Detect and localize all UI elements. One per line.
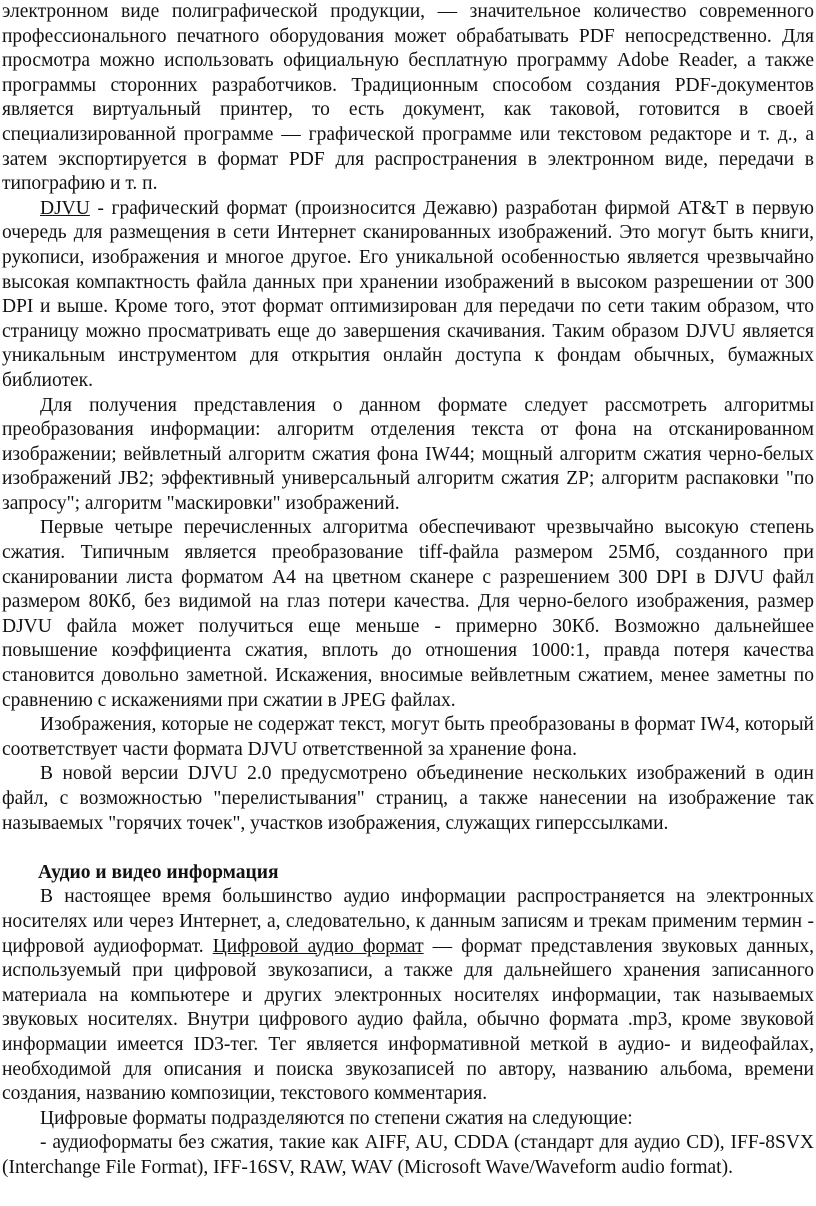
paragraph-pdf-continuation: электронном виде полиграфической продукции, — значительное количество современного профессионального печатного оборудования может обрабатывать PDF непосредственно. Для просмотра можно использовать официальную бесплатную программу Adobe Reader, а также программы сторонних разработчиков. Традиционным способом создания PDF-документов является виртуальный принтер, то есть документ, как таковой, готовится в своей специализированной программе — графической программе или текстовом редакторе и т. д., а затем экспортируется в формат PDF для распространения в электронном виде, передачи в типографию и т. п. bbox=[2, 1, 814, 195]
djvu-term-link[interactable]: DJVU bbox=[40, 197, 90, 219]
djvu-definition-text: - графический формат (произносится Дежавю) разработан фирмой AT&T в первую очередь для размещения в сети Интернет сканированных изображений. Это могут быть книги, рукописи, изображения и многое другое. Его уникальной особенностью является чрезвычайно высокая компактность файла данных при хранении изображений в высоком разрешении от 300 DPI и выше. Кроме того, этот формат оптимизирован для передачи по сети таким образом, что страницу можно просматривать еще до завершения скачивания. Таким образом DJVU является уникальным инструментом для открытия онлайн доступа к фондам обычных, бумажных библиотек. bbox=[2, 197, 814, 391]
paragraph-formats-classification: Цифровые форматы подразделяются по степени сжатия на следующие: bbox=[40, 1107, 633, 1129]
paragraph-djvu-algorithms: Для получения представления о данном формате следует рассмотреть алгоритмы преобразования информации: алгоритм отделения текста от фона на отсканированном изображении; вейвлетный алгоритм сжатия фона IW44; мощный алгоритм сжатия черно-белых изображений JB2; эффективный универсальный алгоритм сжатия ZP; алгоритм распаковки "по запросу"; алгоритм "маскировки" изображений. bbox=[2, 394, 814, 514]
paragraph-iw4-format: Изображения, которые не содержат текст, могут быть преобразованы в формат IW4, который соответствует части формата DJVU ответственной за хранение фона. bbox=[2, 714, 814, 760]
digital-audio-format-term-link[interactable]: Цифровой аудио формат bbox=[212, 935, 424, 957]
document-body bbox=[2, 0, 814, 1181]
paragraph-audio-intro bbox=[2, 885, 814, 1106]
paragraph-djvu-definition bbox=[2, 197, 814, 394]
audio-intro-text: В настоящее время большинство аудио информации распространяется на электронных носителях или через Интернет, а, следовательно, к данным записям и трекам применим термин - цифровой аудиоформат. bbox=[2, 886, 814, 957]
list-item-uncompressed-formats: - аудиоформаты без сжатия, такие как AIFF, AU, CDDA (стандарт для аудио CD), IFF-8SVX (Interchange File Format), IFF-16SV, RAW, WAV (Microsoft Wave/Waveform audio format). bbox=[2, 1132, 814, 1178]
audio-definition-text: — формат представления звуковых данных, используемый при цифровой звукозаписи, а также для дальнейшего хранения записанного материала на компьютере и других электронных носителях информации, так называемых звуковых носителях. Внутри цифрового аудио файла, обычно формата .mp3, кроме звуковой информации имеется ID3-тег. Тег является информативной меткой в аудио- и видеофайлах, необходимой для описания и поиска звукозаписей по автору, названию альбома, времени создания, названию композиции, текстового комментария. bbox=[2, 935, 815, 1105]
section-heading-audio-video: Аудио и видео информация bbox=[38, 861, 279, 883]
paragraph-djvu-compression: Первые четыре перечисленных алгоритма обеспечивают чрезвычайно высокую степень сжатия. Типичным является преобразование tiff-файла размером 25Мб, созданного при сканировании листа форматом А4 на цветном сканере с разрешением 300 DPI в DJVU файл размером 80Кб, без видимой на глаз потери качества. Для черно-белого изображения, размер DJVU файла может получиться еще меньше - примерно 30Кб. Возможно дальнейшее повышение коэффициента сжатия, вплоть до отношения 1000:1, правда потеря качества становится довольно заметной. Искажения, вносимые вейвлетным сжатием, менее заметны по сравнению с искажениями при сжатии в JPEG файлах. bbox=[2, 517, 814, 711]
paragraph-djvu-version: В новой версии DJVU 2.0 предусмотрено объединение нескольких изображений в один файл, с возможностью "перелистывания" страниц, а также нанесении на изображение так называемых "горячих точек", участков изображения, служащих гиперссылками. bbox=[2, 763, 814, 834]
